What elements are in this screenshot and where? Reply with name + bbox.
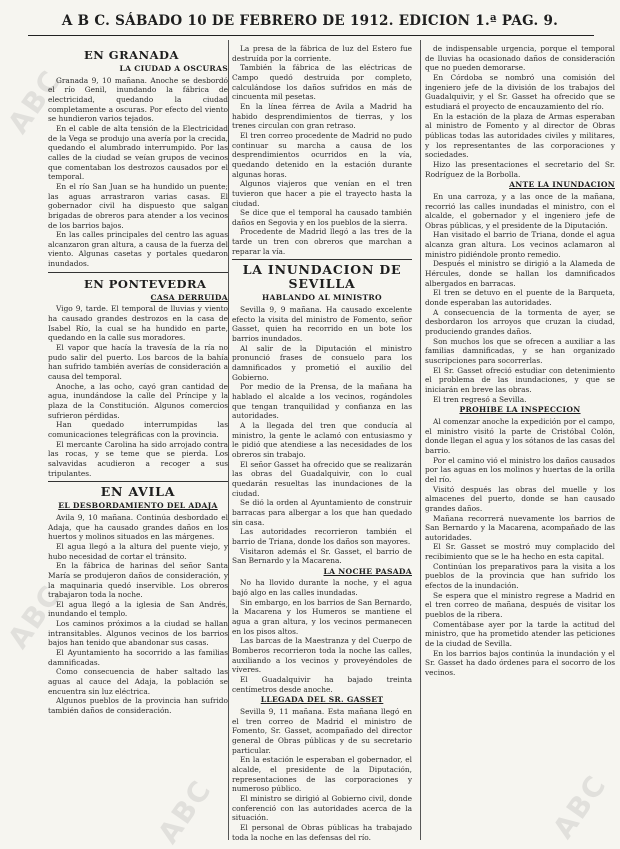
article-paragraph: A la llegada del tren que conducía al ministro, la gente le aclamó con entusiasmo y le pidió que atendiese a las necesidades de los obreros sin trabajo. xyxy=(232,420,412,459)
article-paragraph: El tren regresó a Sevilla. xyxy=(433,394,527,404)
column-rule xyxy=(420,40,421,840)
article-paragraph: En la estación de la plaza de Armas esperaban al ministro de Fomento y al director de Obras públicas todas las autoridades civiles y militares, y los representantes de las corporaciones y sociedades. xyxy=(425,111,615,160)
section-divider xyxy=(232,259,412,260)
watermark-abc: ABC xyxy=(1,578,69,655)
article-paragraph: En los barrios bajos continúa la inundación y el Sr. Gasset ha dado órdenes para el socorro de los vecinos. xyxy=(425,648,615,677)
section-heading: EN AVILA xyxy=(100,484,176,500)
article-paragraph: En una carroza, y a las once de la mañana, recorrió las calles inundadas el ministro, con el alcalde, el gobernador y el ingeniero jefe de Obras públicas, y el presidente de la Diputación. xyxy=(425,191,615,230)
article-paragraph: No ha llovido durante la noche, y el agua bajó algo en las calles inundadas. xyxy=(232,578,412,598)
article-paragraph: Avila 9, 10 mañana. Continúa desbordado el Adaja, que ha causado grandes daños en los huertos y molinos situados en las márgenes. xyxy=(48,512,228,542)
article-paragraph: Se dice que el temporal ha causado también daños en Segovia y en los pueblos de la sierra. xyxy=(232,208,412,227)
article-paragraph: Visitó después las obras del muelle y los almacenes del puerto, donde se han causado grandes daños. xyxy=(425,484,615,513)
section-heading: EN PONTEVEDRA xyxy=(84,276,207,291)
watermark-abc: ABC xyxy=(151,773,219,849)
subheading: LLEGADA DEL SR. GASSET xyxy=(260,695,384,705)
article-paragraph: El Ayuntamiento ha socorrido a las familias damnificadas. xyxy=(48,648,228,667)
article-paragraph: Procedente de Madrid llegó a las tres de la tarde un tren con obreros que marchan a reparar la vía. xyxy=(232,227,412,256)
subheading: HABLANDO AL MINISTRO xyxy=(262,293,382,303)
article-paragraph: El vapor que hacía la travesía de la ría no pudo salir del puerto. Los barcos de la bahía han sufrido también averías de consideración a causa del temporal. xyxy=(48,343,228,382)
masthead-rule xyxy=(28,35,594,36)
subheading: ANTE LA INUNDACION xyxy=(509,180,615,190)
article-paragraph: En el río San Juan se ha hundido un puente; las aguas arrastraron varias casas. El gobernador civil ha dispuesto que salgan brigadas de obreros para atender a los vecinos de los barrios bajos. xyxy=(48,181,228,230)
article-paragraph: Han quedado interrumpidas las comunicaciones telegráficas con la provincia. xyxy=(48,420,228,439)
article-paragraph: Al salir de la Diputación el ministro pronunció frases de consuelo para los damnificados y prometió el auxilio del Gobierno. xyxy=(232,343,412,382)
page-masthead: A B C. SÁBADO 10 DE FEBRERO DE 1912. EDICION 1.ª PAG. 9. xyxy=(61,13,559,29)
article-paragraph: A consecuencia de la tormenta de ayer, se desbordaron los arroyos que cruzan la ciudad, produciendo grandes daños. xyxy=(425,307,615,337)
watermark-abc: ABC xyxy=(546,768,614,845)
article-paragraph: Hizo las presentaciones el secretario del Sr. Rodríguez de la Borbolla. xyxy=(425,159,615,179)
column-3 xyxy=(425,44,615,678)
article-paragraph: Sin embargo, en los barrios de San Bernardo, la Macarena y los Humeros se mantiene el agua a gran altura, y los vecinos permanecen en los pisos altos. xyxy=(232,597,412,636)
article-paragraph: En la fábrica de harinas del señor Santa María se produjeron daños de consideración, y la maquinaria quedó inservible. Los obreros trabajaron toda la noche. xyxy=(48,561,228,600)
article-paragraph: de indispensable urgencia, porque el temporal de lluvias ha ocasionado daños de consideración que no pueden demorarse. xyxy=(425,44,615,73)
article-paragraph: El agua llegó a la iglesia de San Andrés, inundando el templo. xyxy=(48,599,228,619)
article-paragraph: En el cable de alta tensión de la Electricidad de la Vega se produjo una avería por la crecida, quedando el alumbrado interrumpido. Por las calles de la ciudad se veían grupos de vecinos que comentaban los destrozos causados por el temporal. xyxy=(48,123,228,182)
article-paragraph: Los caminos próximos a la ciudad se hallan intransitables. Algunos vecinos de los barrios bajos han tenido que abandonar sus casas. xyxy=(48,619,228,648)
article-paragraph: El mercante Carolina ha sido arrojado contra las rocas, y se teme que se pierda. Los salvavidas acudieron a recoger a sus tripulantes. xyxy=(48,439,228,478)
article-paragraph: El ministro se dirigió al Gobierno civil, donde conferenció con las autoridades acerca de la situación. xyxy=(232,793,412,823)
article-paragraph: La presa de la fábrica de luz del Estero fue destruída por la corriente. xyxy=(232,44,412,63)
article-paragraph: El tren correo procedente de Madrid no pudo continuar su marcha a causa de los desprendimientos ocurridos en la vía, quedando detenido en la estación durante algunas horas. xyxy=(232,130,412,179)
section-heading: LA INUNDACION DE SEVILLA xyxy=(242,262,402,292)
article-paragraph: Algunos pueblos de la provincia han sufrido también daños de consideración. xyxy=(48,696,228,716)
article-paragraph: El personal de Obras públicas ha trabajado toda la noche en las defensas del río. xyxy=(232,822,412,842)
column-rule xyxy=(228,40,229,840)
watermark-abc: ABC xyxy=(1,63,69,140)
article-paragraph: Son muchos los que se ofrecen a auxiliar a las familias damnificadas, y se han organizado suscripciones para socorrerlas. xyxy=(425,336,615,365)
subheading: EL DESBORDAMIENTO DEL ADAJA xyxy=(58,501,218,511)
article-paragraph: En Córdoba se nombró una comisión del ingeniero jefe de la división de los trabajos del Guadalquivir, y el Sr. Gasset ha ofrecido que se estudiará el proyecto de encauzamiento del río. xyxy=(425,72,615,111)
section-divider xyxy=(48,272,228,273)
article-paragraph: Al comenzar anoche la expedición por el campo, el ministro visitó la parte de Cristóbal Colón, donde llegan el agua y los sótanos de las casas del barrio. xyxy=(425,416,615,455)
article-paragraph: El tren se detuvo en el puente de la Barqueta, donde esperaban las autoridades. xyxy=(425,288,615,308)
subheading: LA CIUDAD A OSCURAS xyxy=(119,64,228,73)
article-paragraph: Como consecuencia de haber saltado las aguas al cauce del Adaja, la población se encuentra sin luz eléctrica. xyxy=(48,667,228,696)
article-paragraph: El agua llegó a la altura del puente viejo, y hubo necesidad de cortar el tránsito. xyxy=(48,541,228,561)
article-paragraph: El Sr. Gasset se mostró muy complacido del recibimiento que se le ha hecho en esta capital. xyxy=(425,542,615,562)
section-heading: EN GRANADA xyxy=(84,48,179,62)
article-paragraph: El Sr. Gasset ofreció estudiar con detenimiento el problema de las inundaciones, y que se iniciarán en breve las obras. xyxy=(425,365,615,394)
article-paragraph: Visitaron además el Sr. Gasset, el barrio de San Bernardo y la Macarena. xyxy=(232,546,412,566)
article-paragraph: Han visitado el barrio de Triana, donde el agua alcanza gran altura. Los vecinos aclamaron al ministro pidiéndole pronto remedio. xyxy=(425,230,615,259)
article-paragraph: Por el camino vió el ministro los daños causados por las aguas en los molinos y huertas de la orilla del río. xyxy=(425,455,615,484)
article-paragraph: También la fábrica de las eléctricas de Campo quedó destruida por completo, calculándose los daños sufridos en más de cincuenta mil pesetas. xyxy=(232,63,412,102)
column-1 xyxy=(48,44,228,716)
section-divider xyxy=(48,481,228,482)
article-paragraph: Vigo 9, tarde. El temporal de lluvias y viento ha causado grandes destrozos en la casa de Isabel Río, la cual se ha hundido en parte, quedando en la calle sus moradores. xyxy=(48,304,228,343)
article-paragraph: El Guadalquivir ha bajado treinta centímetros desde anoche. xyxy=(232,675,412,694)
article-paragraph: Sevilla 9, 11 mañana. Esta mañana llegó en el tren correo de Madrid el ministro de Fomento, Sr. Gasset, acompañado del director general de Obras públicas y de su secretario particular. xyxy=(232,707,412,755)
article-paragraph: Por medio de la Prensa, de la mañana ha hablado el alcalde a los vecinos, rogándoles que tengan tranquilidad y confianza en las autoridades. xyxy=(232,382,412,421)
article-paragraph: Granada 9, 10 mañana. Anoche se desbordó el río Genil, inundando la fábrica de electricidad, quedando la ciudad completamente a oscuras. Por efecto del viento se hundieron varios tejados. xyxy=(48,75,228,124)
article-paragraph: Mañana recorrerá nuevamente los barrios de San Bernardo y la Macarena, acompañado de las autoridades. xyxy=(425,513,615,542)
article-paragraph: Se espera que el ministro regrese a Madrid en el tren correo de mañana, después de visitar los pueblos de la ribera. xyxy=(425,590,615,620)
column-2 xyxy=(232,44,412,842)
article-paragraph: Después el ministro se dirigió a la Alameda de Hércules, donde se hallan los damnificados albergados en barracas. xyxy=(425,259,615,288)
article-paragraph: El señor Gasset ha ofrecido que se realizarán las obras del Guadalquivir, con lo cual quedarán resueltas las inundaciones de la ciudad. xyxy=(232,459,412,498)
subheading: PROHIBE LA INSPECCION xyxy=(459,405,581,415)
article-paragraph: Anoche, a las ocho, cayó gran cantidad de agua, inundándose la calle del Príncipe y la plaza de la Constitución. Algunos comercios sufrieron pérdidas. xyxy=(48,381,228,420)
article-paragraph: Las barcas de la Maestranza y del Cuerpo de Bomberos recorrieron toda la noche las calles, auxiliando a los vecinos y proveyéndoles de víveres. xyxy=(232,636,412,675)
article-paragraph: En las calles principales del centro las aguas alcanzaron gran altura, a causa de la fuerza del viento. Algunas casetas y portales quedaron inundados. xyxy=(48,230,228,269)
subheading: CASA DERRUIDA xyxy=(150,292,228,302)
article-paragraph: En la línea férrea de Avila a Madrid ha habido desprendimientos de tierras, y los trenes circulan con gran retraso. xyxy=(232,101,412,131)
subheading: LA NOCHE PASADA xyxy=(323,566,412,576)
article-paragraph: En la estación le esperaban el gobernador, el alcalde, el presidente de la Diputación, representaciones de las corporaciones y numeroso público. xyxy=(232,755,412,794)
article-paragraph: Algunos viajeros que venían en el tren tuvieron que hacer a pie el trayecto hasta la ciudad. xyxy=(232,179,412,208)
article-paragraph: Las autoridades recorrieron también el barrio de Triana, donde los daños son mayores. xyxy=(232,527,412,546)
article-paragraph: Comentábase ayer por la tarde la actitud del ministro, que ha prometido atender las peticiones de la ciudad de Sevilla. xyxy=(425,619,615,649)
article-paragraph: Continúan los preparativos para la visita a los pueblos de la provincia que han sufrido los efectos de la inundación. xyxy=(425,561,615,591)
article-paragraph: Sevilla 9, 9 mañana. Ha causado excelente efecto la visita del ministro de Fomento, señor Gasset, quien ha recorrido en un bote los barrios inundados. xyxy=(232,305,412,344)
article-paragraph: Se dió la orden al Ayuntamiento de construir barracas para albergar a los que han quedado sin casa. xyxy=(232,498,412,527)
